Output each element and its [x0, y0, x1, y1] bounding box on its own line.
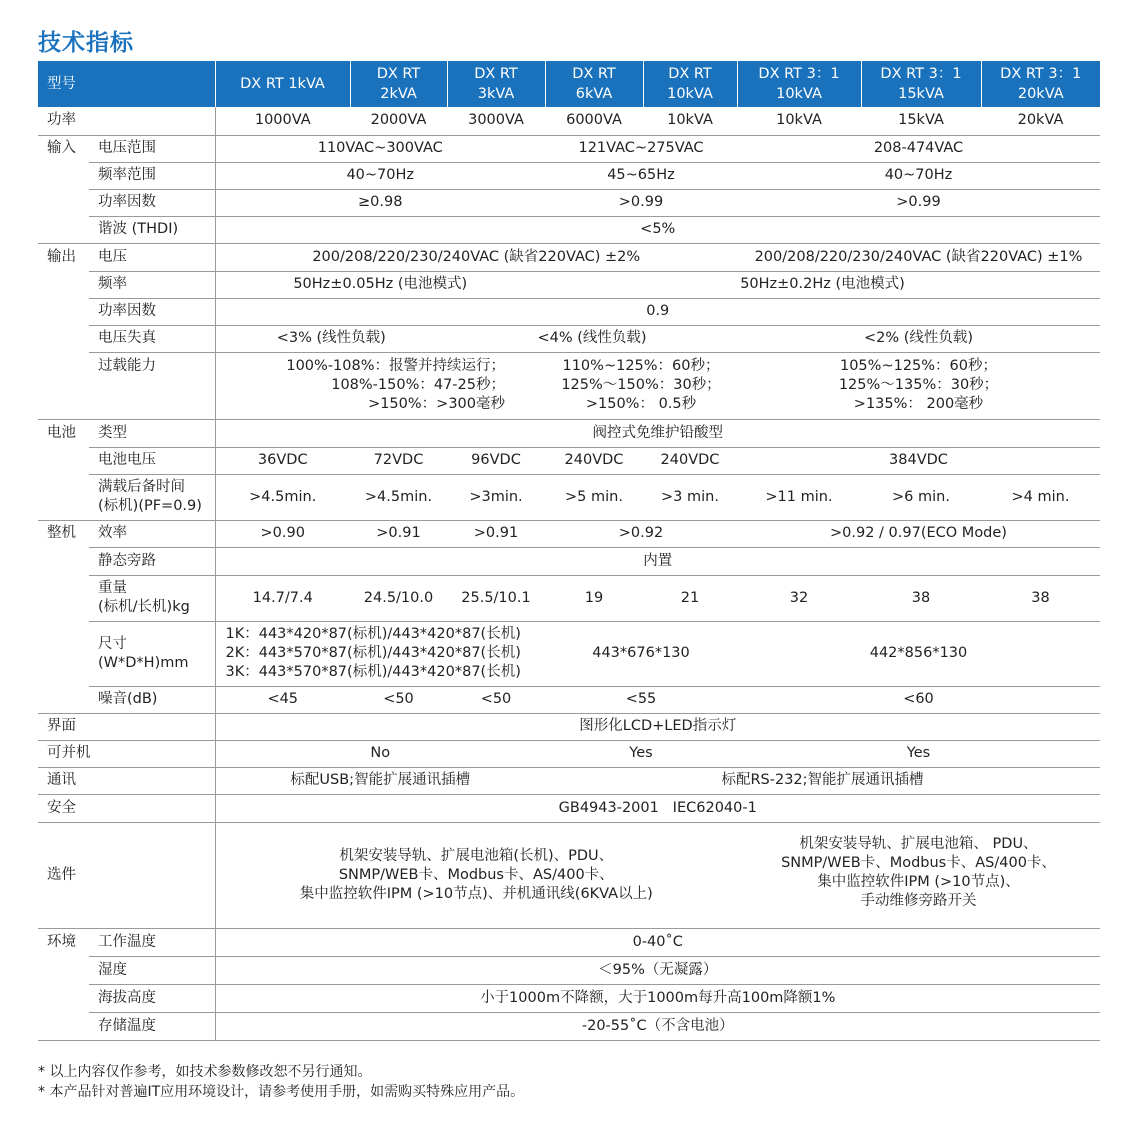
text-line: (标机)(PF=0.9)	[98, 498, 202, 514]
backup-time-value: >11 min.	[737, 474, 861, 520]
table-row	[38, 419, 1100, 447]
input-freq-value: 45~65Hz	[545, 162, 737, 189]
table-row	[38, 822, 1100, 928]
text-line: 机架安装导轨、扩展电池箱、 PDU、	[799, 835, 1038, 852]
parallel-value: Yes	[545, 740, 737, 767]
table-row	[38, 107, 1100, 135]
text-line: DX RT 3：1	[1000, 66, 1082, 82]
table-row	[38, 271, 1100, 298]
row-label-parallel: 可并机	[38, 740, 215, 767]
parallel-value: No	[215, 740, 545, 767]
text-line: 105%~125%：60秒；	[839, 358, 997, 374]
row-label-interface: 界面	[38, 713, 215, 740]
row-label-comm: 通讯	[38, 767, 215, 794]
header-model-2k	[350, 61, 447, 107]
text-line: DX RT	[572, 66, 616, 82]
weight-value: 25.5/10.1	[447, 575, 545, 621]
text-line: >150%： 0.5秒	[585, 396, 697, 412]
noise-value: <50	[350, 686, 447, 713]
text-line: 2kVA	[380, 86, 417, 102]
input-pf-value: >0.99	[545, 189, 737, 216]
weight-value: 19	[545, 575, 643, 621]
text-line: SNMP/WEB卡、Modbus卡、AS/400卡、	[781, 854, 1056, 871]
table-row	[38, 447, 1100, 474]
group-label-environment: 环境	[47, 933, 76, 950]
table-row	[38, 325, 1100, 352]
dimension-value: 442*856*130	[737, 621, 1100, 686]
table-row	[38, 135, 1100, 162]
input-voltage-value: 110VAC~300VAC	[215, 135, 545, 162]
text-line: DX RT 3：1	[758, 66, 840, 82]
page-title: 技术指标	[38, 30, 134, 56]
table-row	[38, 352, 1100, 419]
noise-value: <50	[447, 686, 545, 713]
battery-voltage-value: 36VDC	[215, 447, 350, 474]
row-label-voltage-range: 电压范围	[89, 135, 215, 162]
row-label-op-temp: 工作温度	[89, 928, 215, 956]
text-line: >150%：>300毫秒	[368, 396, 505, 412]
text-line: 手动维修旁路开关	[860, 892, 977, 909]
input-freq-value: 40~70Hz	[737, 162, 1100, 189]
output-pf-value: 0.9	[215, 298, 1100, 325]
efficiency-value: >0.90	[215, 520, 350, 547]
text-line: 1K：443*420*87(标机)/443*420*87(长机)	[225, 626, 521, 642]
weight-value: 24.5/10.0	[350, 575, 447, 621]
power-value: 2000VA	[350, 107, 447, 135]
weight-value: 14.7/7.4	[215, 575, 350, 621]
power-value: 3000VA	[447, 107, 545, 135]
comm-value: 标配RS-232;智能扩展通讯插槽	[545, 767, 1100, 794]
weight-value: 38	[981, 575, 1100, 621]
row-label-altitude: 海拔高度	[89, 984, 215, 1012]
table-row	[38, 956, 1100, 984]
efficiency-value: >0.91	[350, 520, 447, 547]
table-row	[38, 298, 1100, 325]
power-value: 6000VA	[545, 107, 643, 135]
dimension-value: 443*676*130	[545, 621, 737, 686]
row-label-noise: 噪音(dB)	[89, 686, 215, 713]
backup-time-value: >5 min.	[545, 474, 643, 520]
output-overload-value	[215, 352, 545, 419]
battery-voltage-value: 240VDC	[545, 447, 643, 474]
noise-value: <55	[545, 686, 737, 713]
text-line: DX RT	[668, 66, 712, 82]
table-row	[38, 1012, 1100, 1040]
text-line: 108%-150%：47-25秒；	[331, 377, 505, 393]
options-value	[215, 822, 737, 928]
row-label-weight	[89, 575, 215, 621]
row-label-output-voltage: 电压	[89, 243, 215, 271]
power-value: 1000VA	[215, 107, 350, 135]
header-model-1k	[215, 61, 350, 107]
group-label-battery: 电池	[47, 424, 76, 441]
power-value: 15kVA	[861, 107, 981, 135]
text-line: 125%～135%：30秒；	[838, 377, 999, 393]
footnotes	[38, 1062, 524, 1102]
text-line: 重量	[98, 580, 127, 596]
row-label-backup-time	[89, 474, 215, 520]
text-line: SNMP/WEB卡、Modbus卡、AS/400卡、	[338, 866, 614, 883]
row-label-freq-range: 频率范围	[89, 162, 215, 189]
header-model-3k	[447, 61, 545, 107]
weight-value: 21	[643, 575, 737, 621]
text-line: 尺寸	[98, 635, 127, 652]
battery-voltage-value: 72VDC	[350, 447, 447, 474]
text-line: 3kVA	[477, 86, 515, 102]
table-header-row	[38, 61, 1100, 107]
power-value: 20kVA	[981, 107, 1100, 135]
power-value: 10kVA	[643, 107, 737, 135]
footnote: * 本产品针对普遍IT应用环境设计，请参考使用手册，如需购买特殊应用产品。	[38, 1084, 525, 1100]
text-line: 20kVA	[1017, 86, 1064, 102]
input-pf-value: ≥0.98	[215, 189, 545, 216]
text-line: 机架安装导轨、扩展电池箱(长机)、PDU、	[339, 847, 614, 864]
header-model-6k	[545, 61, 643, 107]
bypass-value: 内置	[215, 547, 1100, 575]
text-line: 110%~125%：60秒；	[562, 358, 720, 374]
input-voltage-value: 121VAC~275VAC	[545, 135, 737, 162]
header-model-10k	[643, 61, 737, 107]
text-line: 集中监控软件IPM (>10节点)、并机通讯线(6KVA以上)	[299, 885, 653, 902]
text-line: 10kVA	[667, 86, 713, 102]
input-freq-value: 40~70Hz	[215, 162, 545, 189]
weight-value: 32	[737, 575, 861, 621]
group-label-input: 输入	[47, 140, 76, 157]
text-line: 125%～150%：30秒；	[561, 377, 721, 393]
table-row	[38, 794, 1100, 822]
battery-voltage-value: 240VDC	[643, 447, 737, 474]
input-thdi-value: <5%	[215, 216, 1100, 243]
output-overload-value	[737, 352, 1100, 419]
storage-temp-value: -20-55˚C（不含电池）	[215, 1012, 1100, 1040]
row-label-battery-voltage: 电池电压	[89, 447, 215, 474]
table-row	[38, 621, 1100, 686]
row-label-humidity: 湿度	[89, 956, 215, 984]
battery-type-value: 阀控式免维护铅酸型	[215, 419, 1100, 447]
backup-time-value: >3min.	[447, 474, 545, 520]
table-row	[38, 575, 1100, 621]
backup-time-value: >4.5min.	[215, 474, 350, 520]
interface-value: 图形化LCD+LED指示灯	[215, 713, 1100, 740]
table-row	[38, 216, 1100, 243]
weight-value: 38	[861, 575, 981, 621]
table-row	[38, 767, 1100, 794]
spec-table	[38, 61, 1100, 1041]
table-row	[38, 740, 1100, 767]
row-label-storage-temp: 存储温度	[89, 1012, 215, 1040]
efficiency-value: >0.92	[545, 520, 737, 547]
text-line: DX RT	[474, 66, 518, 82]
row-label-options: 选件	[38, 822, 215, 928]
input-voltage-value: 208-474VAC	[737, 135, 1100, 162]
text-line: 10kVA	[776, 86, 822, 102]
row-label-input-pf: 功率因数	[89, 189, 215, 216]
table-row	[38, 713, 1100, 740]
output-frequency-value: 50Hz±0.05Hz (电池模式)	[215, 271, 545, 298]
text-line: 集中监控软件IPM (>10节点)、	[817, 873, 1020, 890]
noise-value: <45	[215, 686, 350, 713]
parallel-value: Yes	[737, 740, 1100, 767]
text-line: DX RT	[376, 66, 421, 82]
row-label-thdi: 谐波 (THDI)	[89, 216, 215, 243]
backup-time-value: >3 min.	[643, 474, 737, 520]
header-model-label: 型号	[38, 61, 215, 107]
table-row	[38, 189, 1100, 216]
footnote: * 以上内容仅作参考，如技术参数修改恕不另行通知。	[38, 1064, 372, 1080]
backup-time-value: >6 min.	[861, 474, 981, 520]
header-model-31-20k	[981, 61, 1100, 107]
text-line: 15kVA	[898, 86, 944, 102]
table-row	[38, 547, 1100, 575]
noise-value: <60	[737, 686, 1100, 713]
row-label-dimension	[89, 621, 215, 686]
output-voltage-value: 200/208/220/230/240VAC (缺省220VAC) ±2%	[215, 243, 737, 271]
row-label-bypass: 静态旁路	[89, 547, 215, 575]
text-line: 6kVA	[575, 86, 613, 102]
text-line: DX RT 3：1	[880, 66, 962, 82]
output-distortion-value: <3% (线性负载)	[215, 325, 447, 352]
output-frequency-value: 50Hz±0.2Hz (电池模式)	[545, 271, 1100, 298]
options-value	[737, 822, 1100, 928]
row-label-safety: 安全	[38, 794, 215, 822]
group-label-output: 输出	[47, 248, 76, 265]
row-label-overload: 过载能力	[89, 352, 215, 419]
battery-voltage-value: 96VDC	[447, 447, 545, 474]
backup-time-value: >4.5min.	[350, 474, 447, 520]
header-model-31-15k	[861, 61, 981, 107]
table-row	[38, 243, 1100, 271]
text-line: (W*D*H)mm	[98, 654, 189, 671]
row-label-output-frequency: 频率	[89, 271, 215, 298]
comm-value: 标配USB;智能扩展通讯插槽	[215, 767, 545, 794]
text-line: (标机/长机)kg	[98, 599, 190, 615]
text-line: 100%-108%：报警并持续运行；	[286, 358, 505, 374]
text-line: 2K：443*570*87(标机)/443*420*87(长机)	[225, 645, 521, 661]
group-label-unit: 整机	[47, 525, 76, 542]
text-line: >135%： 200毫秒	[853, 396, 984, 412]
input-pf-value: >0.99	[737, 189, 1100, 216]
output-overload-value	[545, 352, 737, 419]
op-temp-value: 0-40˚C	[215, 928, 1100, 956]
altitude-value: 小于1000m不降额，大于1000m每升高100m降额1%	[215, 984, 1100, 1012]
header-model-31-10k	[737, 61, 861, 107]
dimension-value	[215, 621, 545, 686]
safety-value: GB4943-2001 IEC62040-1	[215, 794, 1100, 822]
text-line: 3K：443*570*87(标机)/443*420*87(长机)	[225, 664, 521, 680]
table-row	[38, 520, 1100, 547]
table-row	[38, 928, 1100, 956]
output-distortion-value: <2% (线性负载)	[737, 325, 1100, 352]
output-distortion-value: <4% (线性负载)	[447, 325, 737, 352]
efficiency-value: >0.91	[447, 520, 545, 547]
power-value: 10kVA	[737, 107, 861, 135]
text-line: DX RT 1kVA	[240, 76, 325, 92]
humidity-value: ＜95%（无凝露）	[215, 956, 1100, 984]
text-line: 满载后备时间	[98, 479, 185, 495]
row-label-distortion: 电压失真	[89, 325, 215, 352]
output-voltage-value: 200/208/220/230/240VAC (缺省220VAC) ±1%	[737, 243, 1100, 271]
row-label-power: 功率	[38, 107, 215, 135]
row-label-battery-type: 类型	[89, 419, 215, 447]
row-label-output-pf: 功率因数	[89, 298, 215, 325]
efficiency-value: >0.92 / 0.97(ECO Mode)	[737, 520, 1100, 547]
row-label-efficiency: 效率	[89, 520, 215, 547]
table-row	[38, 984, 1100, 1012]
battery-voltage-value: 384VDC	[737, 447, 1100, 474]
table-row	[38, 162, 1100, 189]
backup-time-value: >4 min.	[981, 474, 1100, 520]
table-row	[38, 686, 1100, 713]
table-row	[38, 474, 1100, 520]
